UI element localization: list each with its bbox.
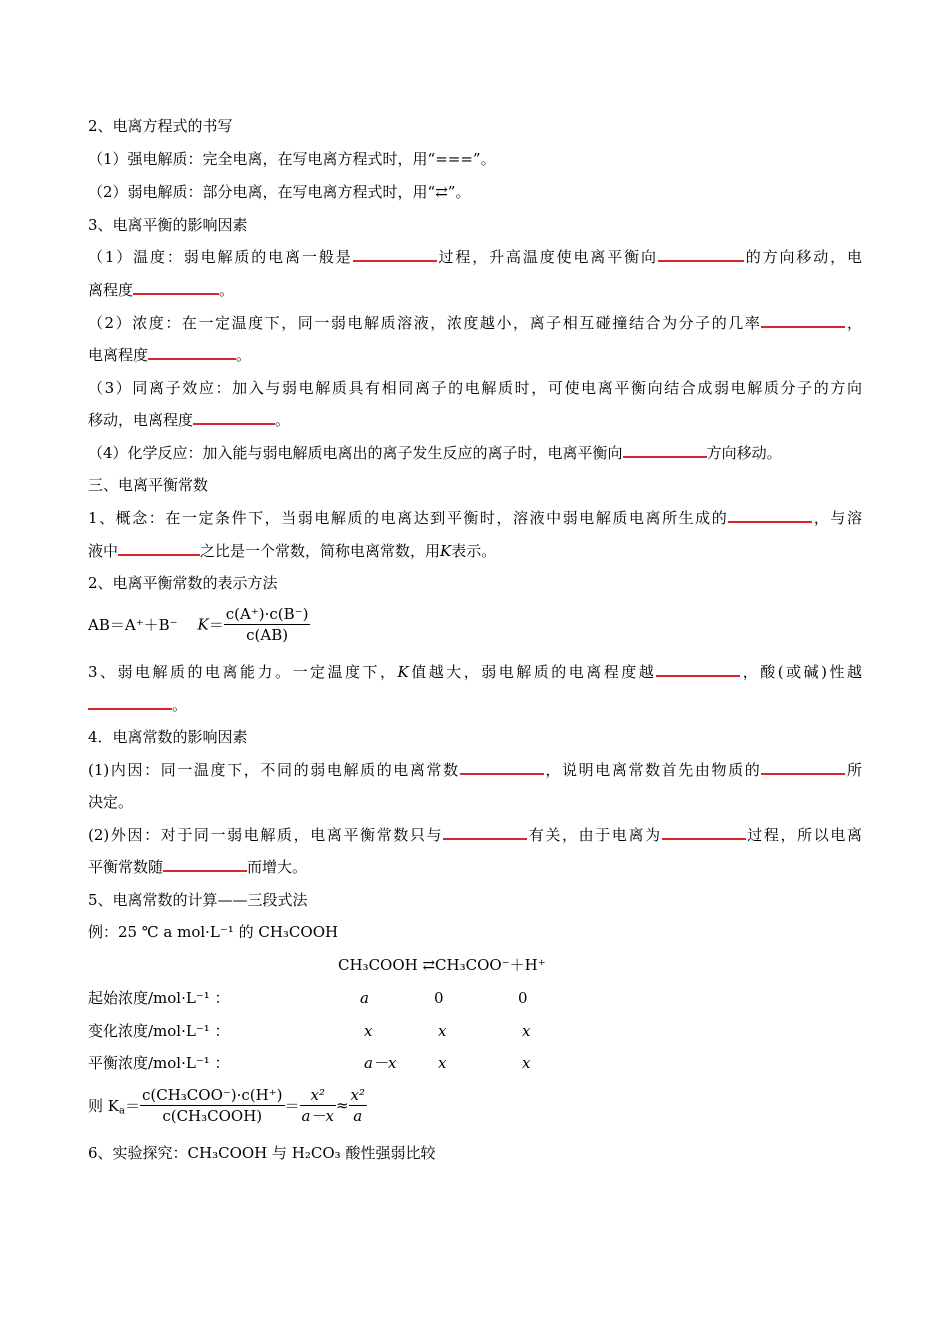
reaction-equation: CH₃COOH ⇄CH₃COO⁻＋H⁺ — [338, 956, 546, 974]
ionization-ability-line — [88, 661, 862, 683]
temperature-line — [88, 246, 862, 268]
text: 。 — [172, 696, 188, 714]
text: 方向移动。 — [706, 444, 782, 462]
concept-line-2 — [88, 540, 496, 562]
text: 移动，电离程度 — [88, 411, 194, 429]
text: ，说明电离常数首先由物质的 — [543, 761, 762, 779]
ka-fraction-3 — [349, 1085, 367, 1126]
ka-fraction-2 — [300, 1085, 336, 1126]
k-equation — [88, 604, 310, 645]
row-equilibrium-v2: x — [438, 1054, 447, 1072]
fill-blank[interactable] — [443, 826, 527, 840]
row-equilibrium-v1: a－x — [364, 1054, 397, 1072]
fill-blank[interactable] — [728, 509, 812, 523]
text: 。 — [275, 411, 291, 429]
fill-blank[interactable] — [133, 281, 219, 295]
ka-equation — [88, 1085, 367, 1126]
equals: ＝ — [208, 616, 224, 634]
ka-fraction — [140, 1085, 285, 1126]
row-initial-label: 起始浓度/mol·L⁻¹ ： — [88, 989, 230, 1007]
strong-electrolyte-line: （1）强电解质：完全电离，在写电离方程式时，用“===”。 — [88, 150, 496, 168]
fill-blank[interactable] — [623, 444, 707, 458]
common-ion-line: （3）同离子效应：加入与弱电解质具有相同离子的电解质时，可使电离平衡向结合成弱电解质分子的方向 — [88, 379, 862, 397]
ka-numerator-3: x² — [350, 1086, 365, 1104]
fill-blank[interactable] — [761, 314, 845, 328]
row-change-v2: x — [438, 1022, 447, 1040]
concentration-line — [88, 312, 862, 334]
equals: ＝ — [284, 1097, 300, 1115]
text: 有关，由于电离为 — [527, 826, 662, 844]
text: 电离程度 — [88, 346, 149, 364]
k-symbol: K — [440, 542, 452, 560]
concentration-line-2 — [88, 344, 251, 366]
text: 。 — [219, 281, 235, 299]
fill-blank[interactable] — [148, 346, 236, 360]
part-3-title: 三、电离平衡常数 — [88, 476, 209, 494]
eq-lhs: AB＝A⁺＋B⁻ — [88, 616, 178, 634]
row-initial-v1: a — [360, 989, 369, 1007]
common-ion-line-2 — [88, 409, 290, 431]
factors-title: 4．电离常数的影响因素 — [88, 728, 248, 746]
text: 所 — [845, 761, 862, 779]
fill-blank[interactable] — [658, 248, 744, 262]
text: 过程，所以电离 — [745, 826, 862, 844]
fill-blank[interactable] — [118, 542, 200, 556]
ionization-ability-line-2 — [88, 694, 187, 716]
ka-denominator-3: a — [353, 1107, 363, 1125]
text: 之比是一个常数，简称电离常数，用 — [200, 542, 441, 560]
chemical-reaction-line — [88, 442, 782, 464]
fill-blank[interactable] — [656, 663, 740, 677]
ka-numerator: c(CH₃COO⁻)·c(H⁺) — [141, 1086, 283, 1104]
calculation-title: 5、电离常数的计算——三段式法 — [88, 891, 308, 909]
ka-denominator-2: a－x — [301, 1107, 334, 1125]
k-symbol: K — [197, 615, 209, 634]
text: ，与溶 — [812, 509, 862, 527]
ka-subscript: a — [118, 1105, 125, 1117]
text: 平衡常数随 — [88, 858, 164, 876]
k-denominator: c(AB) — [246, 626, 289, 644]
equals: ＝ — [124, 1097, 140, 1115]
text: 液中 — [88, 542, 119, 560]
fill-blank[interactable] — [662, 826, 746, 840]
text: 值越大，弱电解质的电离程度越 — [408, 663, 657, 681]
fill-blank[interactable] — [193, 411, 275, 425]
text: （4）化学反应：加入能与弱电解质电离出的离子发生反应的离子时，电离平衡向 — [88, 444, 623, 462]
concept-line — [88, 507, 862, 529]
k-fraction — [224, 604, 311, 645]
fill-blank[interactable] — [163, 858, 247, 872]
expression-title: 2、电离平衡常数的表示方法 — [88, 574, 278, 592]
text: （2）浓度：在一定温度下，同一弱电解质溶液，浓度越小，离子相互碰撞结合为分子的几率 — [88, 314, 762, 332]
text: 1、概念：在一定条件下，当弱电解质的电离达到平衡时，溶液中弱电解质电离所生成的 — [88, 509, 729, 527]
approx: ≈ — [335, 1096, 349, 1115]
weak-electrolyte-line: （2）弱电解质：部分电离，在写电离方程式时，用“⇄”。 — [88, 183, 471, 201]
row-change-v1: x — [364, 1022, 373, 1040]
text: ， — [845, 314, 862, 332]
text: 而增大。 — [247, 858, 308, 876]
row-initial-v3: 0 — [518, 989, 528, 1007]
fill-blank[interactable] — [88, 696, 172, 710]
text: 表示。 — [451, 542, 497, 560]
experiment-title: 6、实验探究：CH₃COOH 与 H₂CO₃ 酸性强弱比较 — [88, 1144, 436, 1162]
ka-numerator-2: x² — [300, 1085, 336, 1106]
external-factor-line-2 — [88, 856, 307, 878]
row-initial-v2: 0 — [434, 989, 444, 1007]
temperature-line-2 — [88, 279, 234, 301]
text: 过程，升高温度使电离平衡向 — [436, 248, 658, 266]
row-equilibrium-v3: x — [522, 1054, 531, 1072]
text: 离程度 — [88, 281, 134, 299]
text: 3、弱电解质的电离能力。一定温度下， — [88, 663, 398, 681]
internal-factor-line — [88, 759, 862, 781]
text: (1)内因：同一温度下，不同的弱电解质的电离常数 — [88, 761, 460, 779]
ka-denominator: c(CH₃COOH) — [162, 1107, 263, 1125]
internal-factor-line-2: 决定。 — [88, 793, 134, 811]
fill-blank[interactable] — [460, 761, 544, 775]
text: （1）温度：弱电解质的电离一般是 — [88, 248, 353, 266]
text: ，酸(或碱)性越 — [740, 663, 862, 681]
row-equilibrium-label: 平衡浓度/mol·L⁻¹ ： — [88, 1054, 230, 1072]
fill-blank[interactable] — [353, 248, 437, 262]
external-factor-line — [88, 824, 862, 846]
k-numerator: c(A⁺)·c(B⁻) — [225, 605, 309, 623]
example-line: 例：25 ℃ a mol·L⁻¹ 的 CH₃COOH — [88, 923, 339, 941]
row-change-label: 变化浓度/mol·L⁻¹ ： — [88, 1022, 230, 1040]
row-change-v3: x — [522, 1022, 531, 1040]
text: 的方向移动，电 — [743, 248, 862, 266]
k-symbol: K — [397, 663, 409, 681]
ka-prefix: 则 K — [88, 1097, 119, 1115]
fill-blank[interactable] — [761, 761, 845, 775]
text: (2)外因：对于同一弱电解质，电离平衡常数只与 — [88, 826, 444, 844]
text: 。 — [236, 346, 252, 364]
section-2-title: 2、电离方程式的书写 — [88, 117, 233, 135]
section-3-title: 3、电离平衡的影响因素 — [88, 216, 248, 234]
